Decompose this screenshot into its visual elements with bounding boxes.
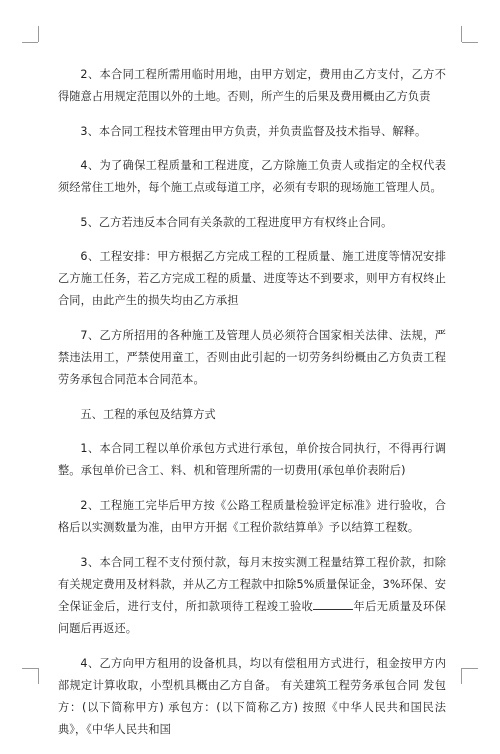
crop-mark-top-right (461, 26, 462, 42)
crop-mark-bottom-left (22, 668, 38, 669)
paragraph-payment (58, 552, 446, 640)
paragraph-acceptance: 2、工程施工完毕后甲方按《公路工程质量检验评定标准》进行验收，合格后以实测数量为准，由甲方开据《工程价款结算单》予以结算工程数。 (58, 499, 446, 534)
crop-mark-bottom-left (38, 668, 39, 684)
crop-mark-top-right (462, 42, 478, 43)
payment-text-before: 3、本合同工程不支付预付款，每月末按实测工程量结算工程价款，扣除有关规定费用及材料款，并从乙方工程款中扣除5%质量保证金，3%环保、安全保证金后，进行支付，所扣款项待工程竣工验收 (58, 556, 446, 613)
crop-mark-top-left (38, 26, 39, 42)
section-heading: 五、工程的承包及结算方式 (80, 408, 216, 421)
paragraph-technical-management: 3、本合同工程技术管理由甲方负责，并负责监督及技术指导、解释。 (80, 125, 427, 138)
payment-text-after: 年后无质量及环保问题后再返还。 (58, 600, 446, 635)
crop-mark-bottom-right (462, 668, 478, 669)
paragraph-work-arrangement: 6、工程安排：甲方根据乙方完成工程的工程质量、施工进度等情况安排乙方施工任务，若乙方完成工程的质量、进度等达不到要求，则甲方有权终止合同，由此产生的损失均由乙方承担 (58, 250, 446, 307)
paragraph-equipment-rental: 4、乙方向甲方租用的设备机具，均以有偿租用方式进行，租金按甲方内部规定计算收取，小型机具概由乙方自备。 有关建筑工程劳务承包合同 发包方：(以下简称甲方) 承包方：(以下简称乙方) 按照《中华人民共和国民法典》，《中华人民共和国 (58, 657, 446, 736)
crop-mark-bottom-right (461, 668, 462, 684)
paragraph-temporary-land: 2、本合同工程所需用临时用地，由甲方划定，费用由乙方支付，乙方不得随意占用规定范围以外的土地。否则，所产生的后果及费用概由乙方负责 (58, 68, 446, 103)
blank-line (313, 599, 353, 610)
paragraph-unit-price: 1、本合同工程以单价承包方式进行承包，单价按合同执行，不得再行调整。承包单价已含工、料、机和管理所需的一切费用(承包单价表附后) (58, 442, 446, 477)
crop-mark-top-left (22, 42, 38, 43)
document-body (58, 64, 446, 754)
paragraph-labor-law: 7、乙方所招用的各种施工及管理人员必须符合国家相关法律、法规，严禁违法用工，严禁使用童工，否则由此引起的一切劳务纠纷概由乙方负责工程劳务承包合同范本合同范本。 (58, 329, 446, 386)
paragraph-violation: 5、乙方若违反本合同有关条款的工程进度甲方有权终止合同。 (80, 216, 393, 229)
paragraph-quality-progress: 4、为了确保工程质量和工程进度，乙方除施工负责人或指定的全权代表须经常住工地外，每个施工点或每道工序，必须有专职的现场施工管理人员。 (58, 159, 446, 194)
